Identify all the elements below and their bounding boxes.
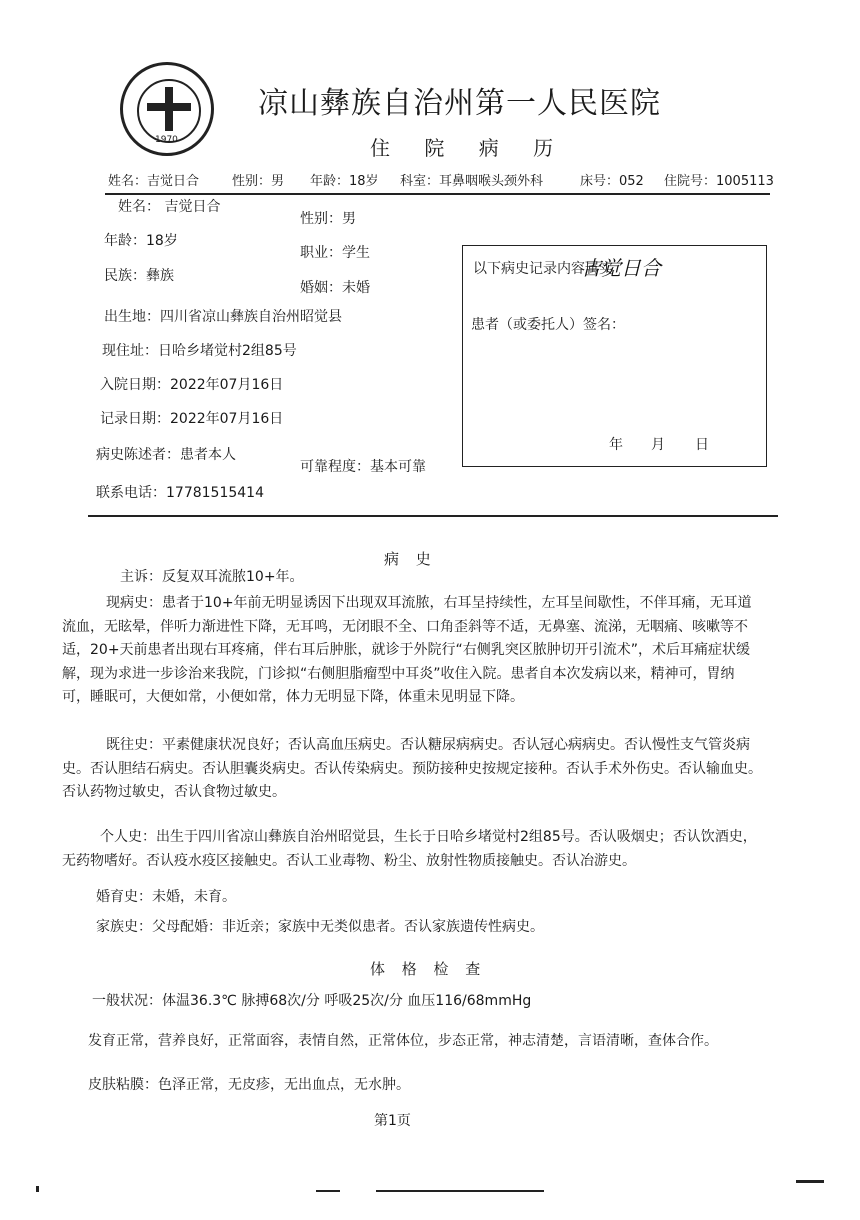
patient-address: 现住址：日哈乡堵觉村2组85号 — [102, 343, 297, 359]
consent-statement: 以下病史记录内容属实 — [473, 261, 613, 277]
signer-label: 患者（或委托人）签名： — [471, 317, 625, 333]
hospital-logo — [120, 62, 214, 156]
record-date: 记录日期：2022年07月16日 — [100, 411, 284, 427]
family-history: 家族史：父母配婚：非近亲；家族中无类似患者。否认家族遗传性病史。 — [96, 919, 544, 935]
logo-cross-horizontal — [147, 103, 191, 111]
patient-ethnicity: 民族：彝族 — [104, 268, 174, 284]
patient-signature: 吉觉日合 — [581, 256, 661, 280]
patient-birthplace: 出生地：四川省凉山彝族自治州昭觉县 — [104, 309, 342, 325]
header-name: 姓名：吉觉日合 — [108, 174, 200, 189]
page-number: 第1页 — [374, 1113, 411, 1129]
hospital-name: 凉山彝族自治州第一人民医院 — [258, 86, 661, 121]
record-type-title: 住 院 病 历 — [370, 136, 568, 160]
header-sex: 性别：男 — [232, 174, 285, 189]
header-dept: 科室：耳鼻咽喉头颈外科 — [400, 174, 544, 189]
header-divider — [105, 193, 770, 195]
scan-mark — [376, 1190, 544, 1192]
scan-mark — [316, 1190, 340, 1192]
patient-marital: 婚姻：未婚 — [300, 280, 370, 296]
history-title: 病 史 — [384, 550, 437, 568]
patient-occupation: 职业：学生 — [300, 245, 370, 261]
personal-history: 个人史：出生于四川省凉山彝族自治州昭觉县，生长于日哈乡堵觉村2组85号。否认吸烟史；否认饮酒史，无药物嗜好。否认疫水疫区接触史。否认工业毒物、粉尘、放射性物质接触史。否认冶游史。 — [62, 829, 757, 869]
exam-title: 体 格 检 查 — [370, 960, 487, 978]
admit-date: 入院日期：2022年07月16日 — [100, 377, 284, 393]
logo-year: 1970 — [155, 135, 178, 145]
marriage-history: 婚育史：未婚，未育。 — [96, 889, 236, 905]
general-status: 一般状况：体温36.3℃ 脉搏68次/分 呼吸25次/分 血压116/68mmHg — [92, 993, 532, 1009]
header-admission-no: 住院号：1005113 — [664, 174, 774, 189]
general-development: 发育正常，营养良好，正常面容，表情自然，正常体位，步态正常，神志清楚，言语清晰，查体合作。 — [88, 1033, 718, 1049]
sign-day-label: 日 — [695, 437, 709, 453]
present-illness: 现病史：患者于10+年前无明显诱因下出现双耳流脓，右耳呈持续性，左耳呈间歇性，不伴耳痛，无耳道流血，无眩晕，伴听力渐进性下降，无耳鸣，无闭眼不全、口角歪斜等不适，无鼻塞、流涕，无咽痛、咳嗽等不适，20+天前患者出现右耳疼痛，伴右耳后肿胀，就诊于外院行“右侧乳突区脓肿切开引流术”，术后耳痛症状缓解，现为求进一步诊治来我院，门诊拟“右侧胆脂瘤型中耳炎”收住入院。患者自本次发病以来，精神可，胃纳可，睡眠可，大便如常，小便如常，体力无明显下降，体重未见明显下降。 — [62, 595, 752, 705]
history-narrator: 病史陈述者：患者本人 — [96, 447, 236, 463]
contact-phone: 联系电话：17781515414 — [96, 485, 264, 501]
sign-month-label: 月 — [651, 437, 665, 453]
chief-complaint: 主诉：反复双耳流脓10+年。 — [120, 569, 304, 585]
consent-box — [462, 245, 767, 467]
patient-name: 姓名： 吉觉日合 — [118, 199, 221, 215]
patient-age: 年龄：18岁 — [104, 233, 178, 249]
header-bed: 床号：052 — [580, 174, 644, 189]
section-divider — [88, 515, 778, 517]
header-age: 年龄：18岁 — [310, 174, 379, 189]
skin-mucosa: 皮肤粘膜：色泽正常，无皮疹，无出血点，无水肿。 — [88, 1077, 410, 1093]
reliability: 可靠程度：基本可靠 — [300, 459, 426, 475]
scan-mark — [36, 1186, 39, 1192]
past-history: 既往史：平素健康状况良好；否认高血压病史。否认糖尿病病史。否认冠心病病史。否认慢性支气管炎病史。否认胆结石病史。否认胆囊炎病史。否认传染病史。预防接种史按规定接种。否认手术外伤史。否认输血史。否认药物过敏史，否认食物过敏史。 — [62, 737, 762, 800]
sign-year-label: 年 — [609, 437, 623, 453]
scan-mark — [796, 1180, 824, 1183]
patient-sex: 性别：男 — [300, 211, 356, 227]
